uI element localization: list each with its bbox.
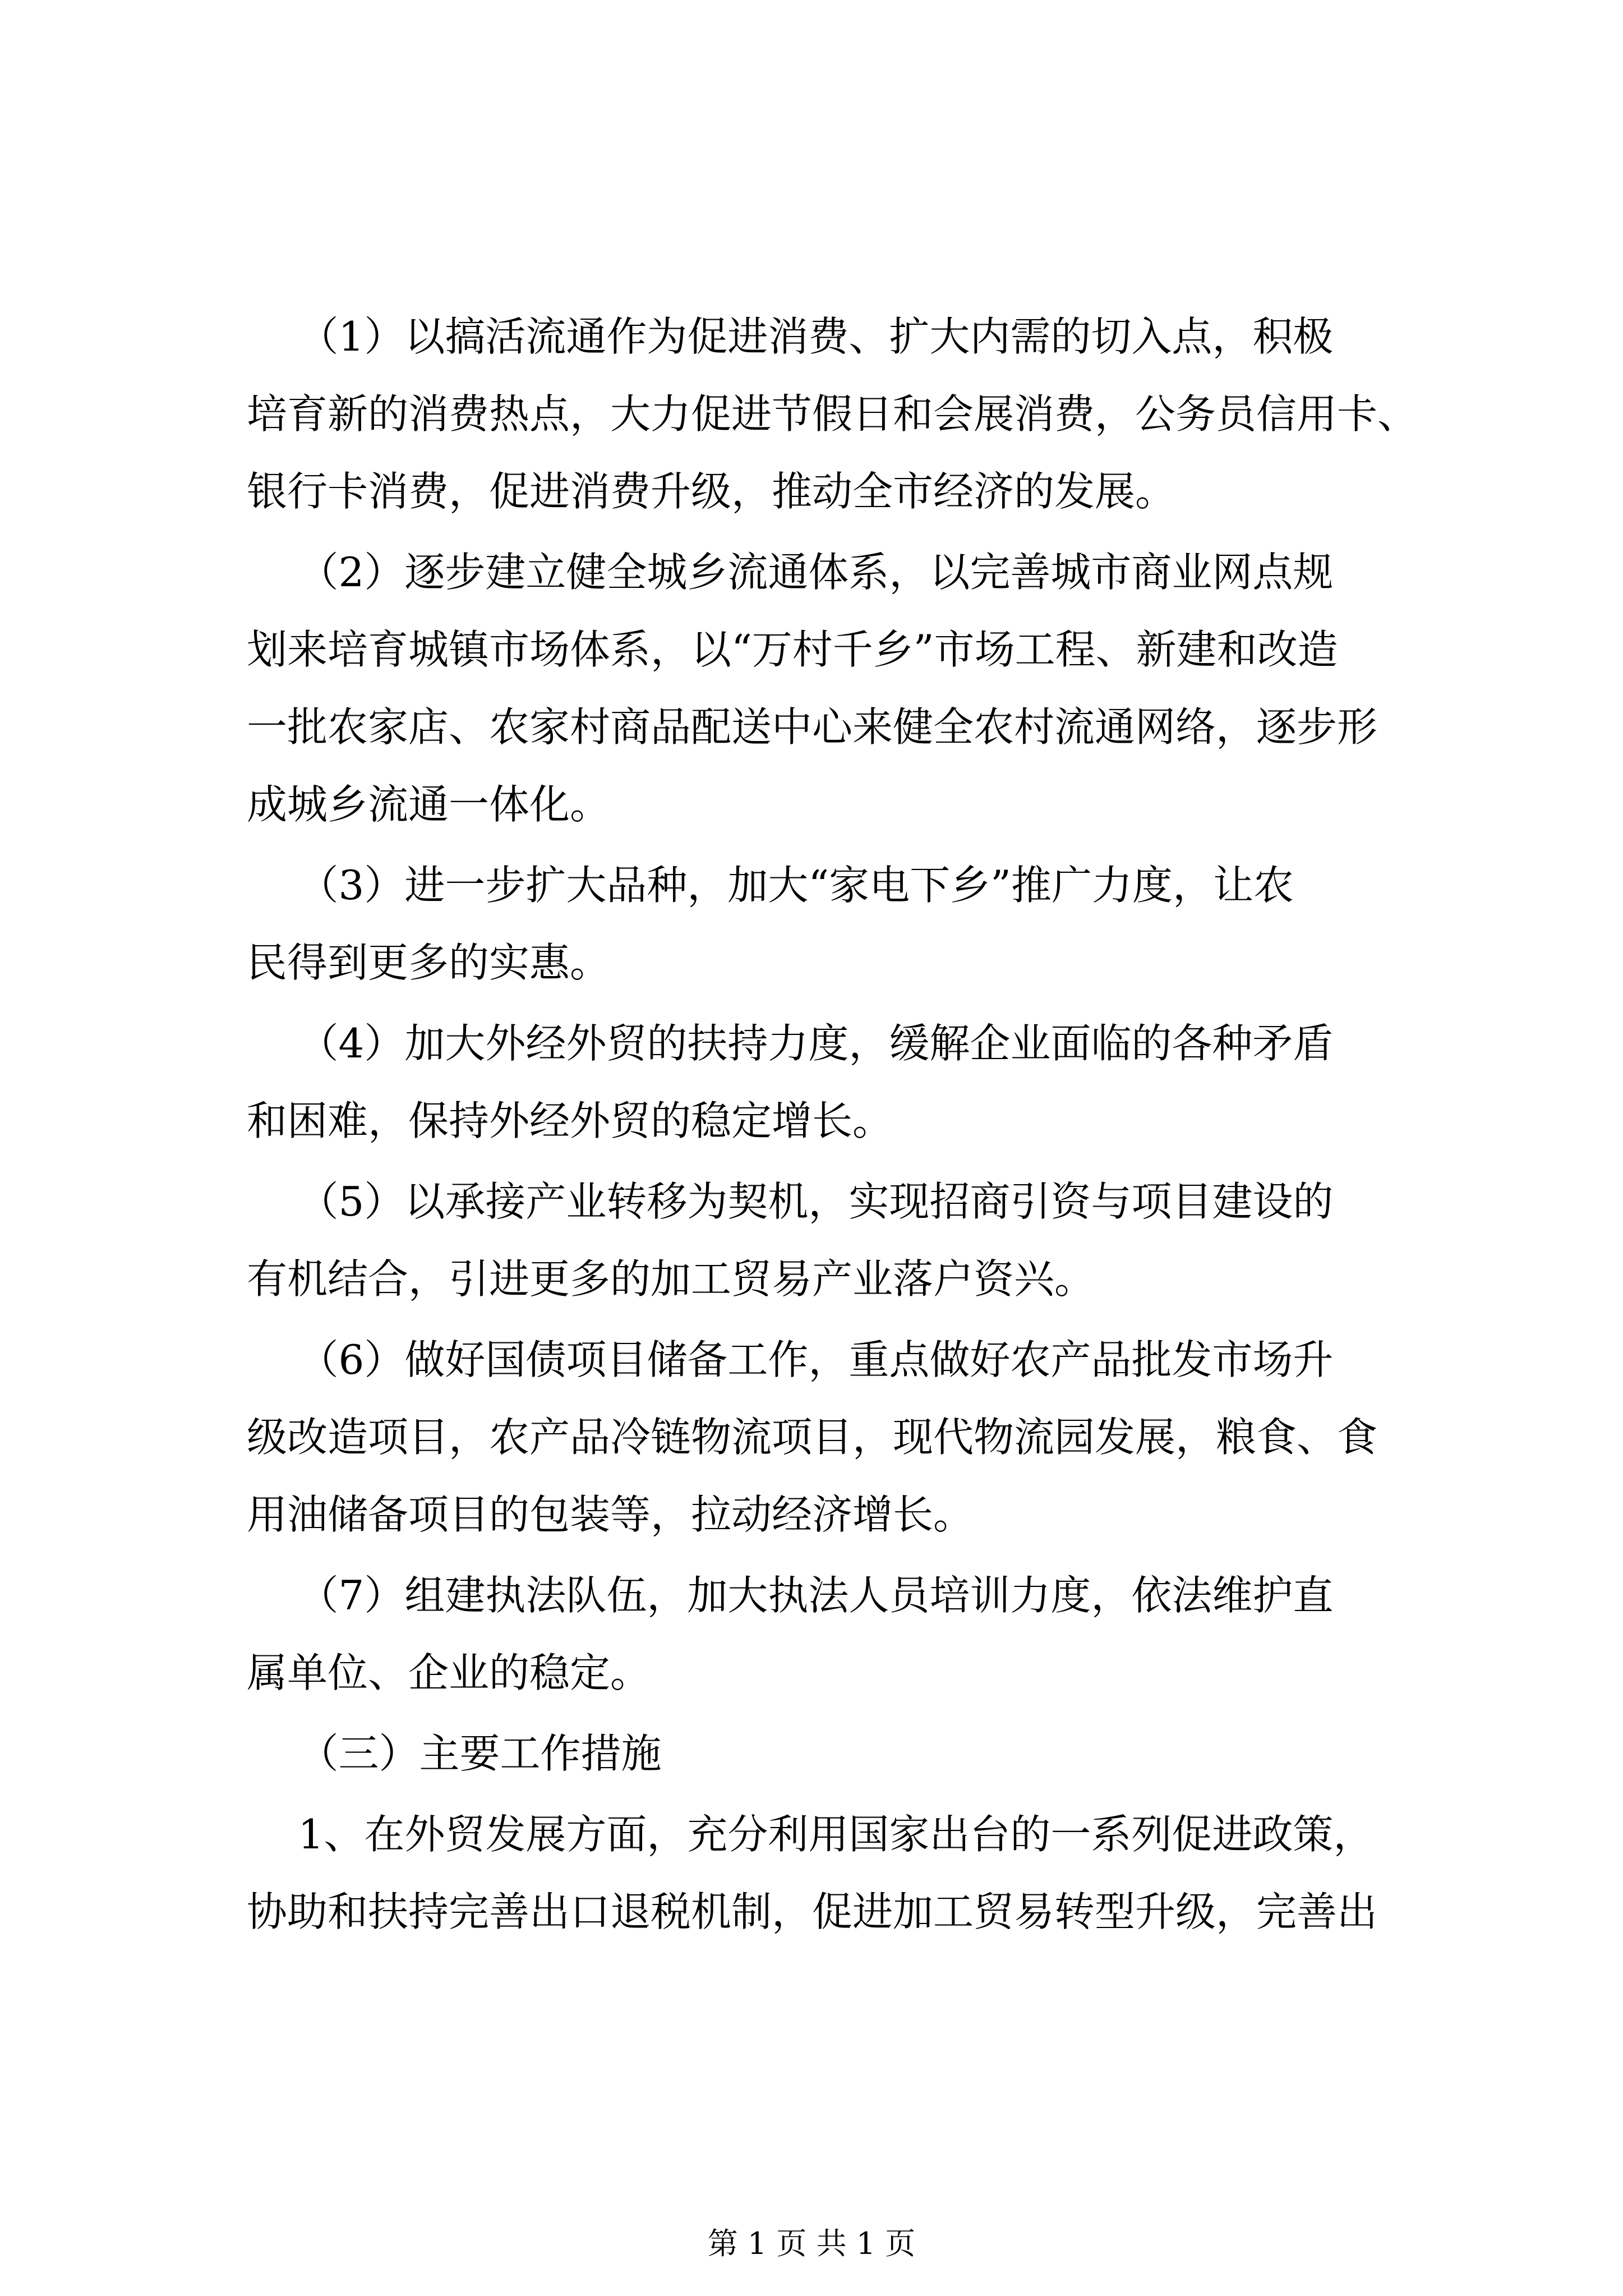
text-line: 1、在外贸发展方面，充分利用国家出台的一系列促进政策， xyxy=(247,1811,1374,1858)
text-line: 银行卡消费，促进消费升级，推动全市经济的发展。 xyxy=(247,468,1176,515)
text-line: 培育新的消费热点，大力促进节假日和会展消费，公务员信用卡、 xyxy=(247,390,1418,438)
text-line: （7）组建执法队伍，加大执法人员培训力度，依法维护直 xyxy=(247,1572,1334,1619)
text-line: （4）加大外经外贸的扶持力度，缓解企业面临的各种矛盾 xyxy=(247,1020,1334,1067)
text-line: 一批农家店、农家村商品配送中心来健全农村流通网络，逐步形 xyxy=(247,703,1378,751)
text-line: （3）进一步扩大品种，加大“家电下乡”推广力度，让农 xyxy=(247,862,1294,909)
text-line: （2）逐步建立健全城乡流通体系，以完善城市商业网点规 xyxy=(247,549,1334,596)
page-footer: 第 1 页 共 1 页 xyxy=(707,2226,916,2261)
text-line: （6）做好国债项目储备工作，重点做好农产品批发市场升 xyxy=(247,1336,1334,1383)
text-line: 和困难，保持外经外贸的稳定增长。 xyxy=(247,1097,893,1144)
text-line: 级改造项目，农产品冷链物流项目，现代物流园发展，粮食、食 xyxy=(247,1414,1378,1461)
text-line: 协助和扶持完善出口退税机制，促进加工贸易转型升级，完善出 xyxy=(247,1888,1378,1935)
text-line: 划来培育城镇市场体系，以“万村千乡”市场工程、新建和改造 xyxy=(247,626,1338,673)
text-line: 成城乡流通一体化。 xyxy=(247,781,611,828)
text-line: 有机结合，引进更多的加工贸易产业落户资兴。 xyxy=(247,1255,1095,1303)
text-line: 民得到更多的实惠。 xyxy=(247,939,611,986)
text-line: （1）以搞活流通作为促进消费、扩大内需的切入点，积极 xyxy=(247,313,1334,360)
text-line: 属单位、企业的稳定。 xyxy=(247,1649,651,1696)
text-line: （5）以承接产业转移为契机，实现招商引资与项目建设的 xyxy=(247,1178,1334,1225)
text-line: 用油储备项目的包装等，拉动经济增长。 xyxy=(247,1491,974,1538)
section-heading: （三）主要工作措施 xyxy=(247,1730,662,1777)
